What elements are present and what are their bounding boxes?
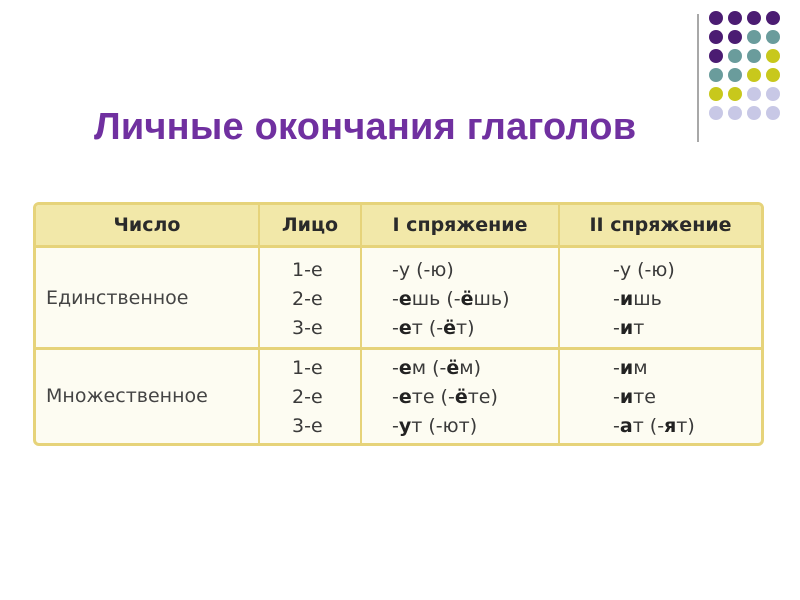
ending-item: -ем (-ём) [392, 357, 482, 379]
decorative-dot [728, 106, 742, 120]
person-list [292, 256, 323, 343]
decorative-dot [747, 106, 761, 120]
table-header-row [36, 205, 761, 248]
conj2-endings-plural [613, 354, 695, 441]
decorative-dot [747, 30, 761, 44]
header-number: Число [113, 214, 181, 236]
column-divider [258, 205, 260, 443]
decorative-dot [709, 49, 723, 63]
person-item: 2-е [292, 386, 323, 408]
decorative-dot [766, 106, 780, 120]
ending-item: -им [613, 357, 648, 379]
conj2-endings-singular [613, 256, 675, 343]
decorative-dot-grid [705, 8, 795, 133]
row-number-plural: Множественное [46, 385, 208, 407]
person-list [292, 354, 323, 441]
decorative-dot [709, 68, 723, 82]
column-divider [360, 205, 362, 443]
decorative-dot [709, 106, 723, 120]
decorative-dot [747, 11, 761, 25]
person-item: 1-е [292, 357, 323, 379]
ending-item: -ишь [613, 288, 662, 310]
ending-item: -ешь (-ёшь) [392, 288, 510, 310]
person-item: 2-е [292, 288, 323, 310]
row-divider [36, 347, 761, 350]
conj1-endings-plural [392, 354, 498, 441]
decorative-dot [766, 11, 780, 25]
slide-title: Личные окончания глаголов [94, 106, 637, 148]
decorative-dot [728, 30, 742, 44]
decorative-vertical-line [697, 14, 699, 142]
decorative-dot [747, 87, 761, 101]
decorative-dot [747, 68, 761, 82]
decorative-dot [728, 49, 742, 63]
conj1-endings-singular [392, 256, 510, 343]
header-conj2: II спряжение [589, 214, 732, 236]
ending-item: -ит [613, 317, 645, 339]
decorative-dot [766, 30, 780, 44]
endings-table [33, 202, 764, 446]
ending-item: -ут (-ют) [392, 415, 478, 437]
row-number-singular: Единственное [46, 287, 189, 309]
column-divider [558, 205, 560, 443]
person-item: 3-е [292, 415, 323, 437]
person-item: 3-е [292, 317, 323, 339]
ending-item: -у (-ю) [613, 259, 675, 281]
decorative-dot [728, 68, 742, 82]
decorative-dot [766, 87, 780, 101]
decorative-dot [728, 11, 742, 25]
ending-item: -ите [613, 386, 656, 408]
ending-item: -ете (-ёте) [392, 386, 498, 408]
ending-item: -ат (-ят) [613, 415, 695, 437]
person-item: 1-е [292, 259, 323, 281]
header-person: Лицо [281, 214, 339, 236]
decorative-dot [766, 68, 780, 82]
decorative-dot [709, 87, 723, 101]
decorative-dot [709, 11, 723, 25]
header-conj1: I спряжение [392, 214, 528, 236]
decorative-dot [728, 87, 742, 101]
ending-item: -ет (-ёт) [392, 317, 475, 339]
ending-item: -у (-ю) [392, 259, 454, 281]
decorative-dot [747, 49, 761, 63]
decorative-dot [709, 30, 723, 44]
decorative-dot [766, 49, 780, 63]
